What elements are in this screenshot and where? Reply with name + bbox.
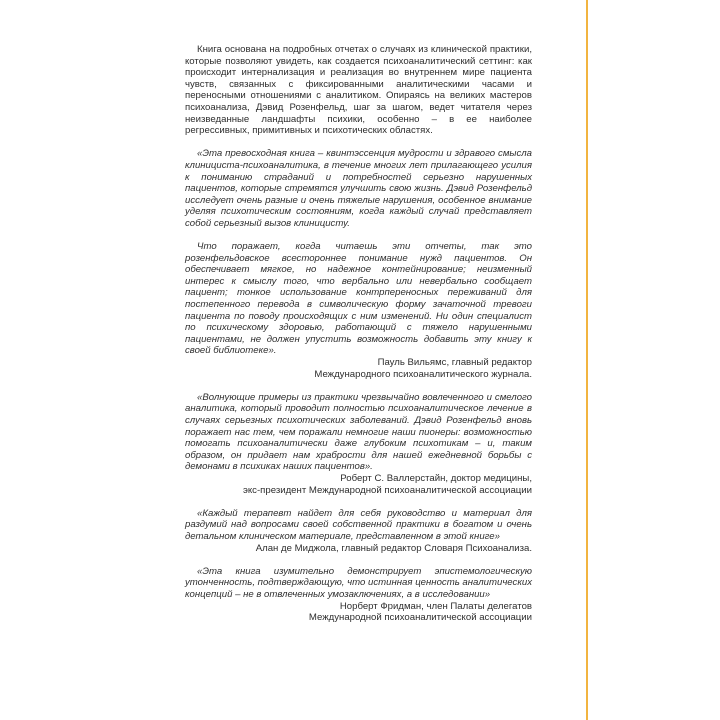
spacer	[185, 137, 532, 149]
review-attribution: Международной психоаналитической ассоциации	[308, 612, 532, 624]
spacer	[185, 380, 532, 392]
review-attribution: Международного психоаналитического журнала.	[314, 368, 532, 380]
review-attribution: Норберт Фридман, член Палаты делегатов	[339, 600, 532, 612]
review-paragraph: «Эта превосходная книга – квинтэссенция мудрости и здравого смысла клинициста-психоаналитика, в течение многих лет прилагающего усилия к пониманию страданий и потребностей серьезно нарушенных пациентов, которые стремятся улучшить свою жизнь. Дэвид Розенфельд исследует очень разные и очень тяжелые нарушения, особенное внимание уделяя психотическим состояниям, когда каждый случай представляет собой серьезный вызов клиницисту.	[185, 148, 532, 229]
review-paragraph: Что поражает, когда читаешь эти отчеты, так это розенфельдовское всестороннее понимание нужд пациентов. Он обеспечивает мягкое, но надежное контейнирование; неизменный интерес к смыслу того, что вербально или невербально сообщает пациент; тонкое использование контрпереносных переживаний для постепенного перевода в символическую форму зачаточной тревоги пациента по поводу происходящих с ним изменений. Ни один специалист по психическому здоровью, работающий с тяжело нарушенными пациентами, не должен упустить возможность добавить эту книгу к своей библиотеке».	[185, 241, 532, 357]
page-edge-line	[586, 0, 588, 720]
review-attribution: Роберт С. Валлерстайн, доктор медицины,	[340, 472, 532, 484]
review-attribution: экс-президент Международной психоаналитической ассоциации	[242, 484, 532, 496]
spacer	[185, 554, 532, 566]
intro-paragraph: Книга основана на подробных отчетах о случаях из клинической практики, которые позволяют увидеть, как создается психоаналитический сеттинг: как происходит интернализация и реализация во внутреннем мире пациента чувств, связанных с фиксированными аналитическими часами и переносными отношениями с аналитиком. Опираясь на великих мастеров психоанализа, Дэвид Розенфельд, шаг за шагом, ведет читателя через неизведанные ландшафты психики, особенно – в ее наиболее регрессивных, примитивных и психотических областях.	[185, 44, 532, 137]
review-attribution: Пауль Вильямс, главный редактор	[377, 357, 532, 369]
spacer	[185, 230, 532, 242]
spacer	[185, 496, 532, 508]
review-paragraph: «Волнующие примеры из практики чрезвычайно вовлеченного и смелого аналитика, который проводит полностью психоаналитическое лечение в случаях серьезных психотических заболеваний. Дэвид Розенфельд вновь поражает нас тем, чем поражали немногие наши пионеры: возможностью помогать психоаналитически даже глубоким психотикам – и, таким образом, он придает нам храбрости для нашей ежедневной борьбы с демонами в психиках наших пациентов».	[185, 391, 532, 473]
book-back-cover-text	[185, 44, 532, 624]
review-attribution: Алан де Миджола, главный редактор Словаря Психоанализа.	[255, 542, 532, 554]
review-paragraph: «Эта книга изумительно демонстрирует эпистемологическую утонченность, подтверждающую, что истинная ценность аналитических концепций – не в отвлеченных умозаключениях, а в исследовании»	[185, 565, 532, 600]
review-paragraph: «Каждый терапевт найдет для себя руководство и материал для раздумий над вопросами своей собственной практики в богатом и очень детальном клиническом материале, представленном в этой книге»	[185, 507, 532, 542]
